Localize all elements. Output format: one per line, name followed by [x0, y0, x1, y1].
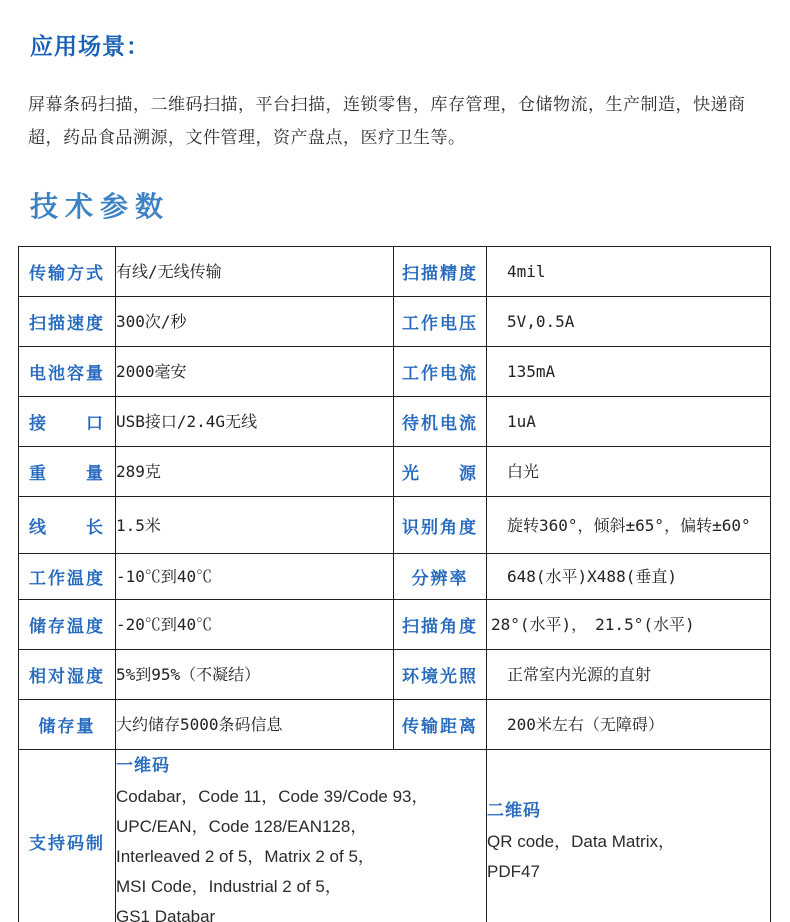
spec-value: 135mA: [487, 347, 771, 397]
spec-label: 接 口: [19, 397, 116, 447]
codes-1d-line: GS1 Databar: [116, 907, 216, 922]
spec-value: 旋转360°，倾斜±65°，偏转±60°: [487, 497, 771, 554]
spec-value: -20℃到40℃: [116, 600, 394, 650]
spec-label: 扫描精度: [394, 247, 487, 297]
spec-label: 储存温度: [19, 600, 116, 650]
spec-label: 线 长: [19, 497, 116, 554]
spec-row: [19, 650, 771, 700]
spec-label: 扫描角度: [394, 600, 487, 650]
spec-value: 5%到95%（不凝结）: [116, 650, 394, 700]
spec-row: [19, 447, 771, 497]
spec-label: 识别角度: [394, 497, 487, 554]
spec-label: 工作电压: [394, 297, 487, 347]
spec-value: 648(水平)X488(垂直): [487, 554, 771, 600]
spec-label: 扫描速度: [19, 297, 116, 347]
spec-label: 分辨率: [394, 554, 487, 600]
codes-2d-line: PDF47: [487, 862, 540, 881]
codes-2d-title: 二维码: [487, 801, 541, 820]
codes-1d-line: MSI Code，Industrial 2 of 5，: [116, 877, 342, 896]
specs-table: [18, 246, 771, 922]
spec-value: 1uA: [487, 397, 771, 447]
section-title-technical-parameters: 技术参数: [30, 191, 171, 222]
spec-label: 传输方式: [19, 247, 116, 297]
spec-value: 正常室内光源的直射: [487, 650, 771, 700]
spec-label: 储存量: [19, 700, 116, 750]
application-scenarios-paragraph: 屏幕条码扫描，二维码扫描，平台扫描，连锁零售，库存管理，仓储物流，生产制造，快递商超，药品食品溯源，文件管理，资产盘点，医疗卫生等。: [28, 95, 746, 147]
spec-value: 大约储存5000条码信息: [116, 700, 394, 750]
spec-value: -10℃到40℃: [116, 554, 394, 600]
spec-value: 200米左右（无障碍）: [487, 700, 771, 750]
spec-row: [19, 600, 771, 650]
spec-row: [19, 497, 771, 554]
spec-label: 重 量: [19, 447, 116, 497]
spec-label: 光 源: [394, 447, 487, 497]
spec-label: 待机电流: [394, 397, 487, 447]
section-title-application-scenarios: 应用场景：: [30, 33, 150, 59]
codes-1d-cell: [116, 750, 487, 922]
codes-1d-line: Interleaved 2 of 5，Matrix 2 of 5，: [116, 847, 375, 866]
spec-label: 电池容量: [19, 347, 116, 397]
codes-2d-line: QR code，Data Matrix，: [487, 832, 675, 851]
spec-row: [19, 247, 771, 297]
spec-value: 5V,0.5A: [487, 297, 771, 347]
spec-label: 传输距离: [394, 700, 487, 750]
spec-row: [19, 700, 771, 750]
spec-value: 1.5米: [116, 497, 394, 554]
spec-value: 4mil: [487, 247, 771, 297]
codes-2d-cell: [487, 750, 771, 922]
codes-1d-line: Codabar，Code 11，Code 39/Code 93，: [116, 787, 429, 806]
spec-row: [19, 554, 771, 600]
codes-1d-line: UPC/EAN，Code 128/EAN128，: [116, 817, 368, 836]
spec-value: 28°(水平)， 21.5°(水平): [487, 600, 771, 650]
spec-label-supported-codes: 支持码制: [19, 750, 116, 922]
product-spec-page: [0, 28, 790, 922]
spec-row: [19, 397, 771, 447]
spec-value: 有线/无线传输: [116, 247, 394, 297]
spec-value: USB接口/2.4G无线: [116, 397, 394, 447]
spec-value: 白光: [487, 447, 771, 497]
spec-value: 289克: [116, 447, 394, 497]
spec-label: 工作温度: [19, 554, 116, 600]
codes-1d-title: 一维码: [116, 756, 170, 775]
spec-label: 相对湿度: [19, 650, 116, 700]
spec-value: 2000毫安: [116, 347, 394, 397]
spec-label: 环境光照: [394, 650, 487, 700]
supported-codes-row: [19, 750, 771, 922]
spec-value: 300次/秒: [116, 297, 394, 347]
spec-row: [19, 297, 771, 347]
spec-row: [19, 347, 771, 397]
spec-label: 工作电流: [394, 347, 487, 397]
